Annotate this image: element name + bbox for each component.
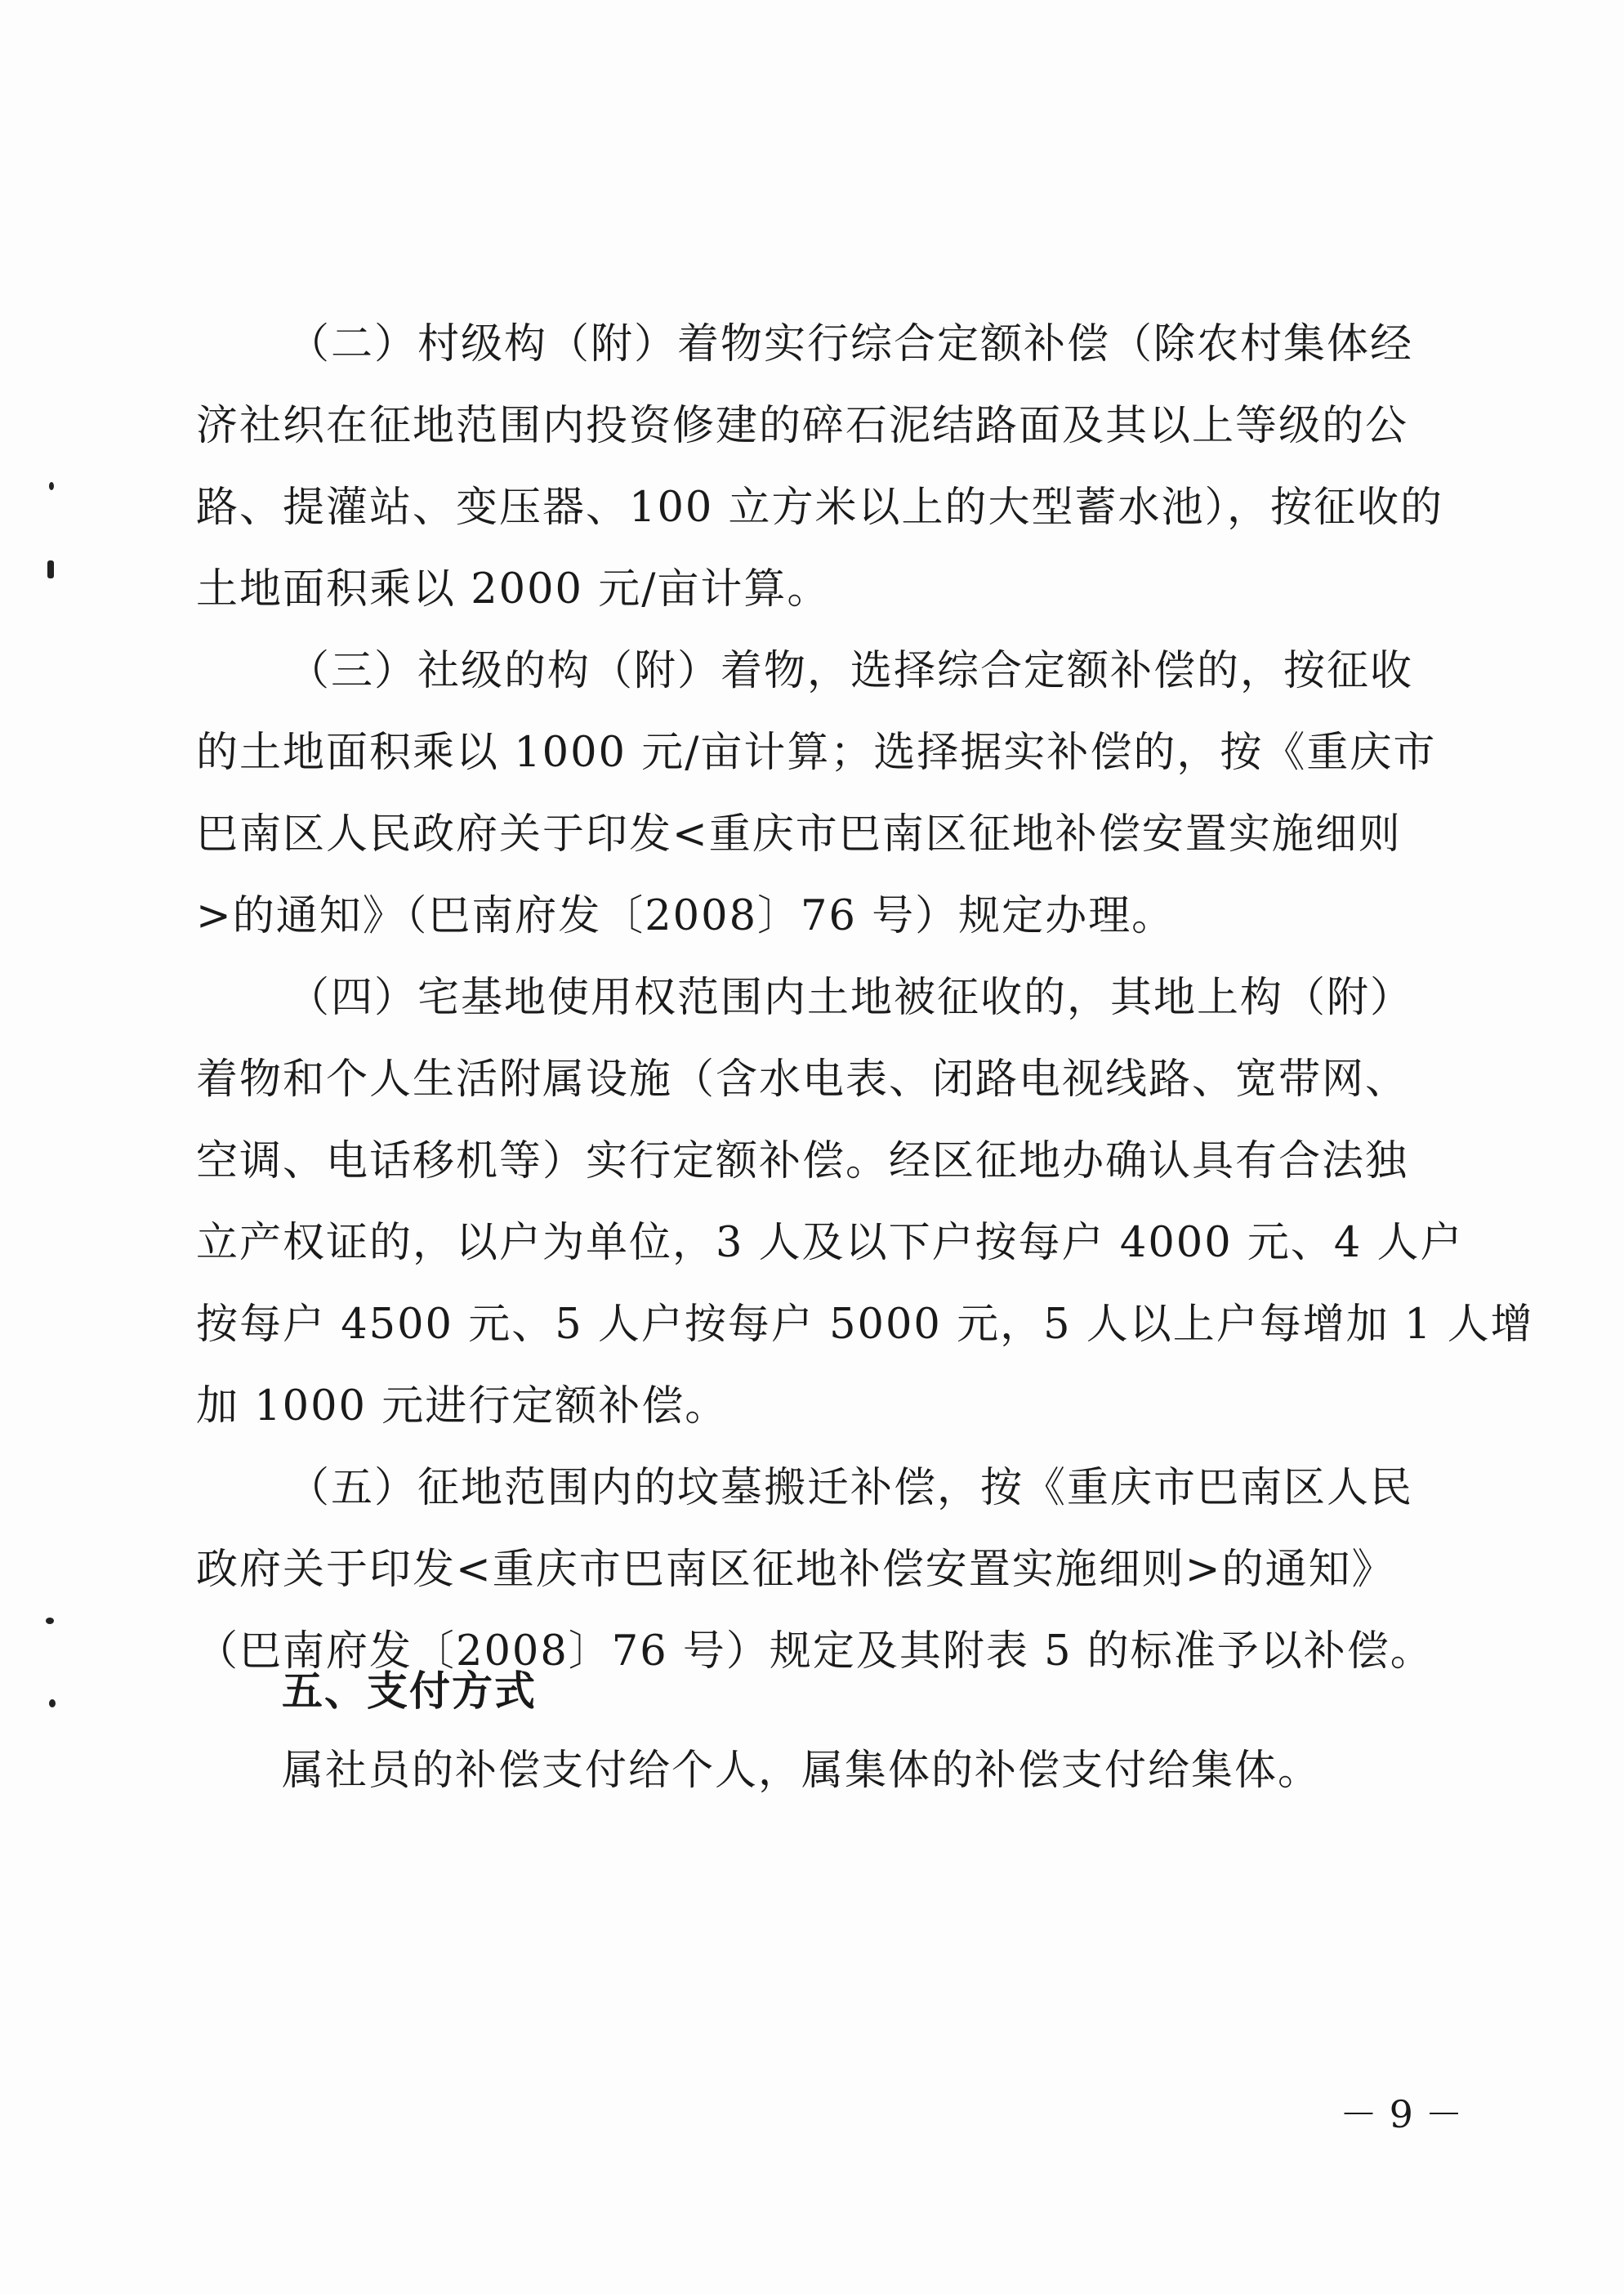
paragraph-2-line-4: 土地面积乘以 2000 元/亩计算。 [196,565,831,614]
section-heading: 五、支付方式 [282,1667,537,1715]
paragraph-4-line-2: 着物和个人生活附属设施（含水电表、闭路电视线路、宽带网、 [196,1056,1409,1104]
paragraph-2-line-3: 路、提灌站、变压器、100 立方米以上的大型蓄水池），按征收的 [196,484,1444,532]
scan-mark [49,482,54,490]
paragraph-5-line-1: （五）征地范围内的坟墓搬迁补偿，按《重庆市巴南区人民 [288,1464,1414,1512]
paragraph-3-line-4: >的通知》（巴南府发〔2008〕76 号）规定办理。 [196,892,1176,940]
paragraph-4-line-5: 按每户 4500 元、5 人户按每户 5000 元，5 人以上户每增加 1 人增 [196,1301,1534,1349]
paragraph-2-line-1: （二）村级构（附）着物实行综合定额补偿（除农村集体经 [288,320,1414,368]
paragraph-4-line-3: 空调、电话移机等）实行定额补偿。经区征地办确认具有合法独 [196,1137,1409,1185]
scan-mark [49,1699,56,1707]
paragraph-3-line-2: 的土地面积乘以 1000 元/亩计算；选择据实补偿的，按《重庆市 [196,729,1437,777]
paragraph-3-line-3: 巴南区人民政府关于印发<重庆市巴南区征地补偿安置实施细则 [196,810,1402,859]
paragraph-5-line-2: 政府关于印发<重庆市巴南区征地补偿安置实施细则>的通知》 [196,1546,1395,1594]
scan-mark [47,560,54,578]
paragraph-5-line-3: （巴南府发〔2008〕76 号）规定及其附表 5 的标准予以补偿。 [196,1627,1434,1676]
paragraph-4-line-4: 立产权证的，以户为单位，3 人及以下户按每户 4000 元、4 人户 [196,1219,1464,1267]
paragraph-3-line-1: （三）社级的构（附）着物，选择综合定额补偿的，按征收 [288,647,1414,695]
paragraph-4-line-6: 加 1000 元进行定额补偿。 [196,1382,729,1430]
scan-mark [46,1618,54,1624]
paragraph-2-line-2: 济社织在征地范围内投资修建的碎石泥结路面及其以上等级的公 [196,402,1409,450]
paragraph-4-line-1: （四）宅基地使用权范围内土地被征收的，其地上构（附） [288,974,1414,1022]
page-number: － 9 － [1340,2092,1463,2136]
section-body: 属社员的补偿支付给个人，属集体的补偿支付给集体。 [282,1747,1322,1795]
